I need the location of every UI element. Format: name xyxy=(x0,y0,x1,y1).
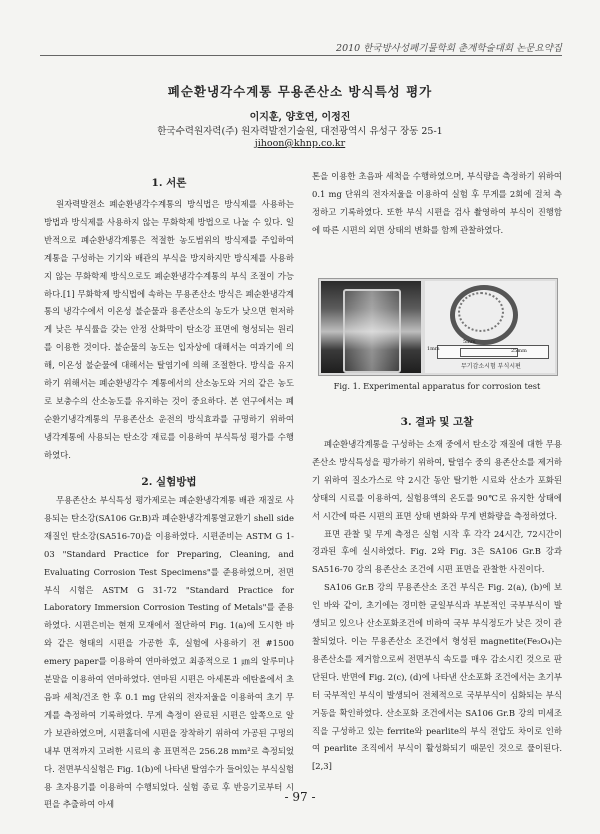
section-heading-results: 3. 결과 및 고찰 xyxy=(400,416,474,428)
intro-body xyxy=(44,196,294,460)
header-rule xyxy=(40,55,562,56)
continued-paragraph: 톤을 이용한 초음파 세척을 수행하였으며, 부식량을 측정하기 위하여 0.1 mg 단위의 전자저울을 이용하여 실험 후 무게를 2회에 걸쳐 측정하고 기록하였다. 또한 부식 시편을 검사 촬영하여 부식이 진행함에 따른 시편의 외면 상태의 변화를 함께 관찰하였다. xyxy=(312,171,562,235)
beaker-image xyxy=(343,289,401,373)
figure-1a-photo xyxy=(321,281,421,373)
paper-affiliation: 한국수력원자력(주) 원자력발전기술원, 대전광역시 유성구 장동 25-1 xyxy=(157,126,443,137)
figure-1 xyxy=(318,278,558,376)
specimen-holder-dots xyxy=(458,292,504,332)
right-top-body xyxy=(312,168,562,260)
intro-paragraph: 원자력발전소 폐순환냉각수계통의 방식법은 방식제를 사용하는 방법과 방식제를 사용하지 않는 무화학제 방법으로 나눌 수 있다. 일반적으로 폐순환냉각계통은 적절한 농도범위의 방식제를 주입하여 계통을 구성하는 기기와 배관의 부식을 방지하지만 방식제를 사용하지 않는 무화학제 방식으로도 폐순환냉각수계통의 부식 조절이 가능하다.[1] 무화학제 방식법에 속하는 무용존산소 방식은 폐순환냉각계통의 냉각수에서 이온성 불순물과 용존산소의 농도가 낮으면 현저하게 낮은 부식률을 갖는 안정 산화막이 탄소강 표면에 형성되는 원리를 이용한 것이다. 불순물의 농도는 입자상에 대해서는 여과기에 의해, 이온성 불순물에 대해서는 탈염기에 의해 조절한다. 방식을 유지하기 위해서는 폐순환냉각수 계통에서의 산소농도와 거의 같은 농도로 보충수의 산소농도를 유지하는 것이 중요하다. 본 연구에서는 폐순환기냉각계통의 무용존산소 운전의 방식효과를 규명하기 위하여 냉각계통에 사용되는 탄소강 재료를 이용하여 부식특성 평가를 수행하였다. xyxy=(44,199,294,460)
label-25mm: 25mm xyxy=(511,348,527,354)
coupon-drawing xyxy=(437,345,549,359)
label-coupon: 무기감소시험 부식시편 xyxy=(461,363,521,370)
method-body xyxy=(44,492,294,810)
section-heading-method: 2. 실험방법 xyxy=(141,476,197,488)
paper-title: 폐순환냉각수계통 무용존산소 방식특성 평가 xyxy=(167,84,433,99)
results-paragraph-1: 폐순환냉각계통을 구성하는 소재 중에서 탄소강 재질에 대한 무용존산소 방식특성을 평가하기 위하여, 탈염수 중의 용존산소를 제거하기 위하여 질소가스로 약 2시간 동안 탈기한 시료와 산소가 포화된 상태의 시료를 이용하여, 실험용액의 온도를 90℃로 유지한 상태에서 시간에 따른 시편의 표면 상태 변화와 무게 변화량을 측정하였다. xyxy=(312,439,562,521)
running-header: 2010 한국방사성폐기물학회 춘계학술대회 논문요약집 xyxy=(336,43,562,54)
label-5mm: 5mm xyxy=(463,339,476,345)
page-number: - 97 - xyxy=(284,790,316,804)
paper-authors: 이지훈, 양호연, 이정진 xyxy=(249,112,351,123)
author-email[interactable]: jihoon@khnp.co.kr xyxy=(254,138,346,149)
results-body xyxy=(312,436,562,779)
section-heading-intro: 1. 서론 xyxy=(151,177,187,189)
results-paragraph-2: 표면 관찰 및 무게 측정은 실험 시작 후 각각 24시간, 72시간이 경과된 후에 실시하였다. Fig. 2와 Fig. 3은 SA106 Gr.B 강과 SA516-70 강의 용존산소 조건에 시편 표면을 관찰한 사진이다. xyxy=(312,528,562,575)
label-1mm: 1mm xyxy=(427,346,440,352)
method-paragraph: 무용존산소 부식특성 평가제로는 폐순환냉각계통 배관 재질로 사용되는 탄소강(SA106 Gr.B)과 폐순환냉각계통열교환기 shell side 재질인 탄소강(SA516-70)을 이용하였다. 시편준비는 ASTM G 1-03 "Standard Practice for Preparing, Cleaning, and Evaluating Corrosion Test Specimens"를 준용하였으며, 전면부식 시험은 ASTM G 31-72 "Standard Practice for Laboratory Immersion Corrosion Testing of Metals"를 준용하였다. 시편은비는 현재 모재에서 절단하여 Fig. 1(a)에 도시한 바와 같은 형태의 시편을 가공한 후, 실험에 사용하기 전 #1500 emery paper를 이용하여 연마하였고 최종적으로 1 ㎛의 알루미나 분말을 이용하여 연마하였다. 연마된 시편은 아세톤과 에탄올에서 초음파 세척/건조 한 후 0.1 mg 단위의 전자저울을 이용하여 초기 무게를 측정하여 기록하였다. 무게 측정이 완료된 시편은 앞쪽으로 알가 보관하였으며, 시편홀더에 시편을 장착하기 위하여 가공된 구멍의 내부 면적까지 고려한 시료의 총 표면적은 256.28 mm²로 측정되었다. 전면부식실험은 Fig. 1(b)에 나타낸 탈염수가 들어있는 부식실험용 초자용기를 이용하여 수행되었다. 실험 종료 후 반응기로부터 시편을 추출하여 아세 xyxy=(44,495,294,810)
figure-1-caption: Fig. 1. Experimental apparatus for corrosion test xyxy=(333,381,541,391)
figure-1b-schematic xyxy=(425,281,555,373)
results-paragraph-3: SA106 Gr.B 강의 무용존산소 조건 부식은 Fig. 2(a), (b)에 보인 바와 같이, 초기에는 경미한 균일부식과 부분적인 국부부식이 발생되고 있으나 산소포화조건에 비하여 국부 부식정도가 낮은 것이 관찰되었다. 이는 무용존산소 조건에서 형성된 magnetite(Fe₃O₄)는 용존산소를 제거함으로써 전면부식 속도를 매우 감소시킨 것으로 판단된다. 반면에 Fig. 2(c), (d)에 나타낸 산소포화 조건에서는 초기부터 국부적인 부식이 발생되어 전체적으로 국부부식이 심화되는 부식 거동을 확인하였다. 산소포화 조건에서는 SA106 Gr.B 강의 미세조직을 구성하고 있는 ferrite와 pearlite의 부식 전압도 차이로 인하여 pearlite 조직에서 부식이 활성화되기 때문인 것으로 풀이된다.[2,3] xyxy=(312,582,562,772)
